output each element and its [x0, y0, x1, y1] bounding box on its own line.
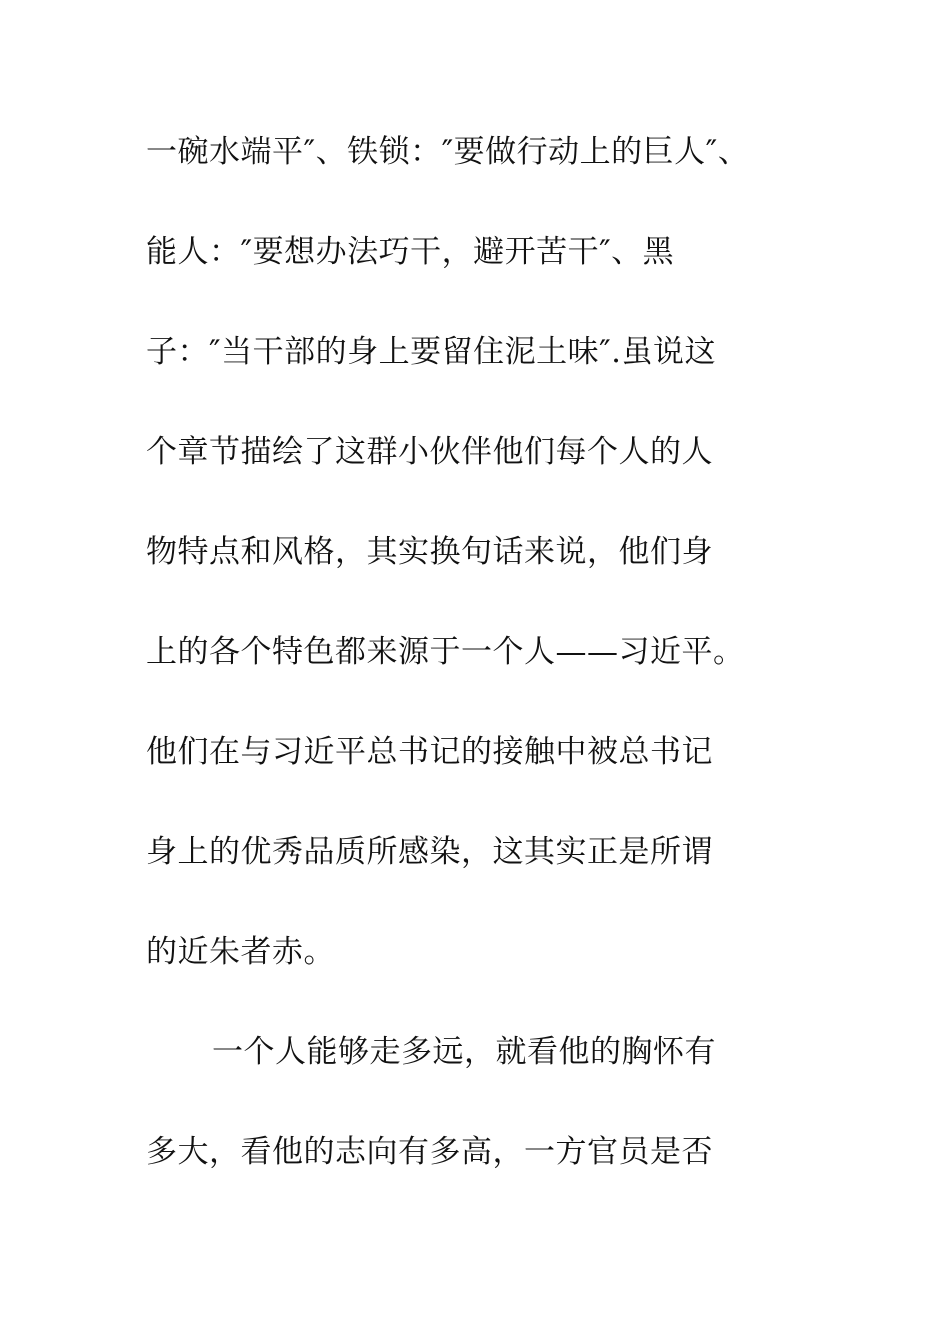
text-line: 他们在与习近平总书记的接触中被总书记 [146, 734, 713, 770]
text-line: 多大，看他的志向有多高，一方官员是否 [146, 1134, 713, 1170]
text-line: 物特点和风格，其实换句话来说，他们身 [146, 534, 713, 570]
text-line: 能人：″要想办法巧干，避开苦干″、黑 [146, 234, 675, 270]
body-text [146, 122, 866, 1222]
text-line: 身上的优秀品质所感染，这其实正是所谓 [146, 834, 713, 870]
text-line: 个章节描绘了这群小伙伴他们每个人的人 [146, 434, 713, 470]
text-line: 子：″当干部的身上要留住泥土味″.虽说这 [146, 334, 717, 370]
text-line: 上的各个特色都来源于一个人——习近平。 [146, 634, 745, 670]
text-line: 一碗水端平″、铁锁：″要做行动上的巨人″、 [146, 134, 750, 170]
text-line: 的近朱者赤。 [146, 934, 335, 970]
paragraph-first-line: 一个人能够走多远，就看他的胸怀有 [212, 1034, 716, 1070]
